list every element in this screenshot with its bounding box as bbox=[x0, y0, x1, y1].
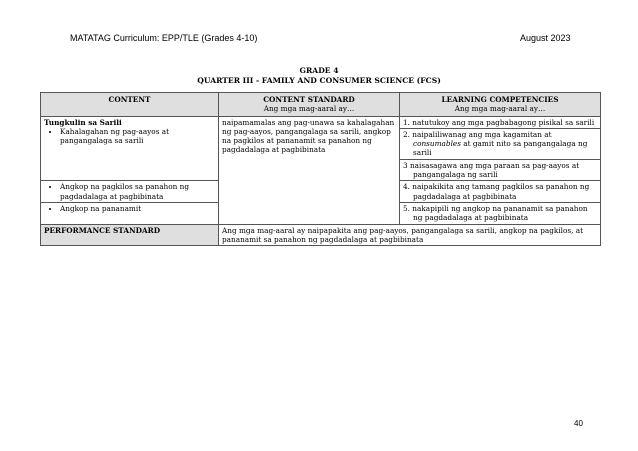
col-header-content-standard bbox=[219, 93, 400, 117]
table-header-row bbox=[41, 93, 601, 117]
col-header-content bbox=[41, 93, 219, 117]
quarter-title: QUARTER III - FAMILY AND CONSUMER SCIENCE (FCS) bbox=[197, 76, 441, 85]
content-standard-cell: naipamamalas ang pag-unawa sa kahalagahan ng pag-aayos, pangangalaga sa sarili, angkop na pagkilos at pananamit sa panahon ng pagdadalaga at pagbibinata bbox=[219, 116, 400, 224]
document-header-left: MATATAG Curriculum: EPP/TLE (Grades 4-10) bbox=[70, 33, 258, 43]
content-cell-1 bbox=[41, 116, 219, 181]
grade-title: GRADE 4 bbox=[299, 66, 339, 75]
competency-2 bbox=[400, 128, 601, 159]
table-row bbox=[41, 116, 601, 128]
competency-1: 1. natutukoy ang mga pagbabagong pisikal sa sarili bbox=[400, 116, 601, 128]
content-bullet: • Angkop na pagkilos sa panahon ng pagdadalaga at pagbibinata bbox=[60, 182, 215, 201]
competency-2-text-end: at gamit nito sa pangangalaga ng sarili bbox=[413, 139, 588, 158]
performance-standard-text: Ang mga mag-aaral ay naipapakita ang pag-aayos, pangangalaga sa sarili, angkop na pagkilos, at pananamit sa panahon ng pagdadalaga at pagbibinata bbox=[219, 224, 601, 246]
performance-standard-label: PERFORMANCE STANDARD bbox=[41, 224, 219, 246]
col-header-subtitle: Ang mga mag-aaral ay… bbox=[454, 104, 546, 114]
content-cell-2 bbox=[41, 181, 219, 203]
competency-3-text: 3 naisasagawa ang mga paraan sa pag-aayos at pangangalaga ng sarili bbox=[403, 160, 580, 180]
document-header-date: August 2023 bbox=[520, 33, 571, 43]
content-topic: Tungkulin sa Sarili bbox=[44, 117, 122, 127]
col-header-title: CONTENT bbox=[108, 95, 151, 104]
col-header-subtitle: Ang mga mag-aaral ay… bbox=[263, 104, 355, 114]
competency-2-emphasis: consumables bbox=[413, 139, 461, 149]
col-header-title: LEARNING COMPETENCIES bbox=[441, 95, 559, 104]
competency-4 bbox=[400, 181, 601, 203]
page-number: 40 bbox=[574, 419, 583, 428]
col-header-title: CONTENT STANDARD bbox=[263, 95, 355, 104]
competency-4-text: 4. naipakikita ang tamang pagkilos sa panahon ng pagdadalaga at pagbibinata bbox=[403, 182, 590, 201]
competency-3 bbox=[400, 159, 601, 181]
competency-5-text: 5. nakapipili ng angkop na pananamit sa panahon ng pagdadalaga at pagbibinata bbox=[403, 203, 588, 223]
curriculum-table bbox=[40, 92, 601, 246]
competency-5 bbox=[400, 202, 601, 224]
performance-standard-row bbox=[41, 224, 601, 246]
document-titles bbox=[0, 66, 638, 86]
col-header-learning-competencies bbox=[400, 93, 601, 117]
content-bullet: • Angkop na pananamit bbox=[60, 204, 215, 213]
competency-2-text: 2. naipaliliwanag ang mga kagamitan at bbox=[403, 129, 552, 139]
content-bullet: • Kahalagahan ng pag-aayos at pangangalaga sa sarili bbox=[60, 127, 215, 146]
content-cell-3 bbox=[41, 202, 219, 224]
